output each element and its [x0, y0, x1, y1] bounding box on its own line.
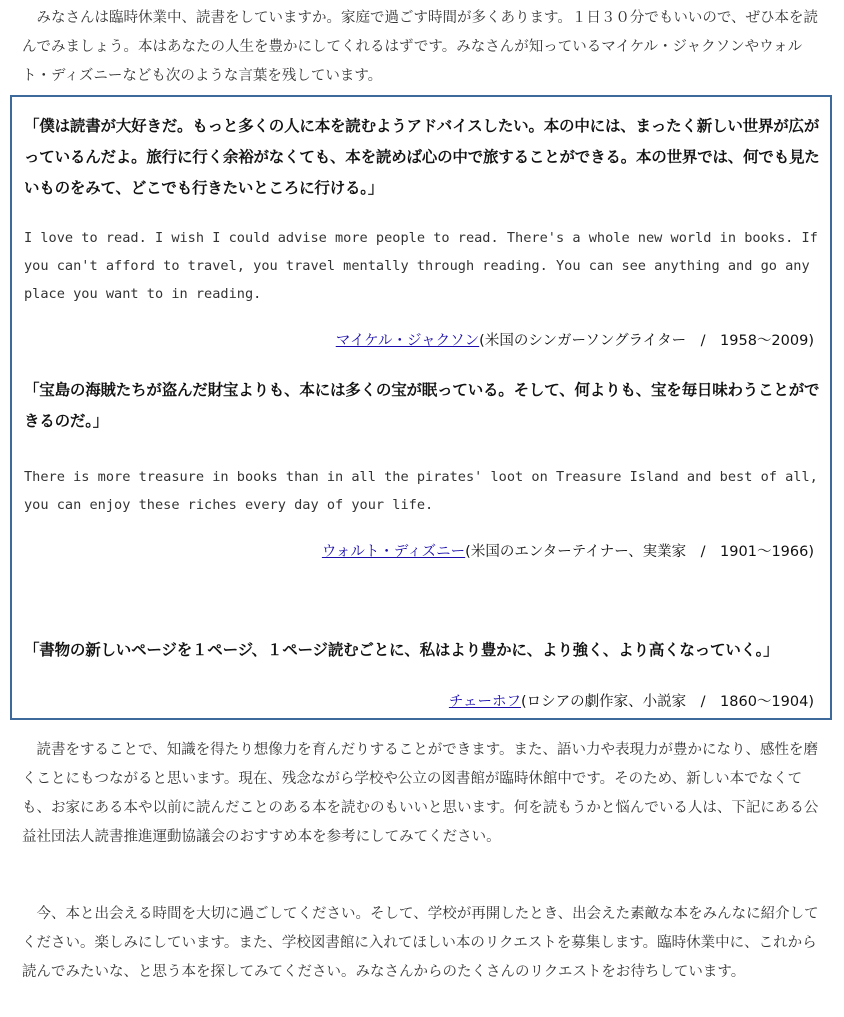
author-link-disney[interactable]: ウォルト・ディズニー [321, 544, 466, 560]
quote-chekhov-japanese: 「書物の新しいページを１ページ、１ページ読むごとに、私はより豊かに、より強く、より高くなっていく。」 [24, 641, 779, 659]
quote-disney-english: There is more treasure in books than in all the pirates' loot on Treasure Island and best of all, you can enjoy these riches every day of your life. [24, 469, 818, 513]
author-link-chekhov[interactable]: チェーホフ [448, 694, 521, 710]
intro-paragraph: みなさんは臨時休業中、読書をしていますか。家庭で過ごす時間が多くあります。１日３０分でもいいので、ぜひ本を読んでみましょう。本はあなたの人生を豊かにしてくれるはずです。みなさんが知っているマイケル・ジャクソンやウォルト・ディズニーなども次のような言葉を残しています。 [22, 10, 819, 84]
author-detail-chekhov: (ロシアの劇作家、小説家 / 1860～1904) [520, 694, 814, 710]
request-paragraph: 今、本と出会える時間を大切に過ごしてください。そして、学校が再開したとき、出会えた素敵な本をみんなに紹介してください。楽しみにしています。また、学校図書館に入れてほしい本のリクエストを募集します。臨時休業中に、これから読んでみたいな、と思う本を探してみてください。みなさんからのたくさんのリクエストをお待ちしています。 [22, 906, 819, 980]
author-detail-jackson: (米国のシンガーソングライター / 1958～2009) [479, 333, 814, 349]
quote-jackson-japanese: 「僕は読書が大好きだ。もっと多くの人に本を読むようアドバイスしたい。本の中には、まったく新しい世界が広がっているんだよ。旅行に行く余裕がなくても、本を読めば心の中で旅することができる。本の世界では、何でも見たいものをみて、どこでも行きたいところに行ける。」 [24, 117, 820, 197]
attribution-jackson [336, 330, 814, 352]
quote-box [10, 95, 832, 720]
attribution-chekhov [449, 691, 814, 713]
author-link-jackson[interactable]: マイケル・ジャクソン [335, 333, 480, 349]
quote-jackson-english: I love to read. I wish I could advise more people to read. There's a whole new world in books. If you can't afford to travel, you travel mentally through reading. You can see anything and go any place you want to in reading. [24, 230, 818, 302]
reading-benefits-paragraph: 読書をすることで、知識を得たり想像力を育んだりすることができます。また、語い力や表現力が豊かになり、感性を磨くことにもつながると思います。現在、残念ながら学校や公立の図書館が臨時休館中です。そのため、新しい本でなくても、お家にある本や以前に読んだことのある本を読むのもいいと思います。何を読もうかと悩んでいる人は、下記にある公益社団法人読書推進運動協議会のおすすめ本を参考にしてみてください。 [22, 742, 819, 845]
author-detail-disney: (米国のエンターテイナー、実業家 / 1901～1966) [465, 544, 814, 560]
quote-disney-japanese: 「宝島の海賊たちが盗んだ財宝よりも、本には多くの宝が眠っている。そして、何よりも、宝を毎日味わうことができるのだ。」 [24, 381, 820, 430]
attribution-disney [322, 541, 814, 563]
